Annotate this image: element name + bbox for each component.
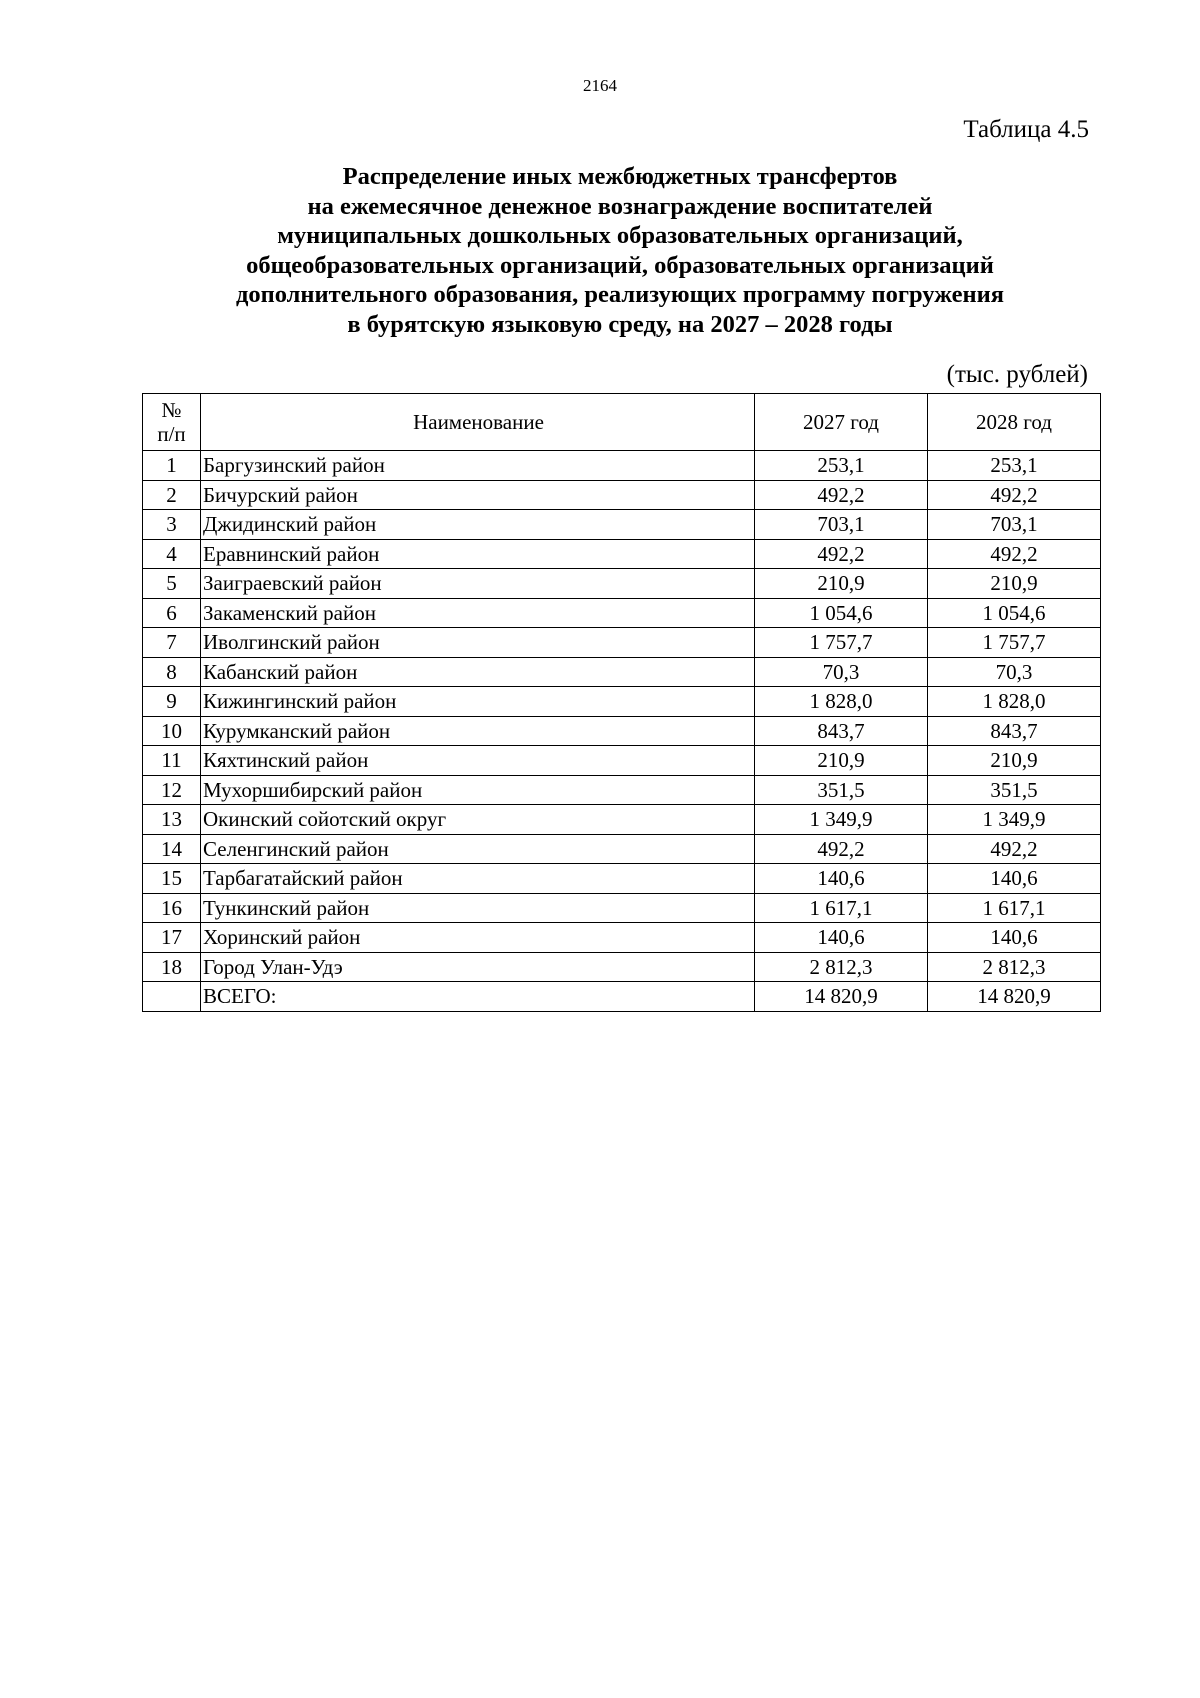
row-number: 13: [143, 805, 201, 835]
title-line: в бурятскую языковую среду, на 2027 – 2028 годы: [347, 310, 893, 338]
row-value-2027: 210,9: [755, 746, 928, 776]
table-header-row: [143, 394, 1101, 451]
row-number: 5: [143, 569, 201, 599]
table-row: [143, 864, 1101, 894]
row-value-2028: 253,1: [928, 451, 1101, 481]
header-2027: 2027 год: [755, 394, 928, 451]
row-name: ВСЕГО:: [201, 982, 755, 1012]
table-row: [143, 480, 1101, 510]
row-value-2027: 843,7: [755, 716, 928, 746]
row-value-2028: 210,9: [928, 569, 1101, 599]
row-value-2027: 140,6: [755, 923, 928, 953]
table-label: Таблица 4.5: [963, 116, 1089, 143]
table-row: [143, 510, 1101, 540]
row-number: 7: [143, 628, 201, 658]
row-name: Курумканский район: [201, 716, 755, 746]
title-line: муниципальных дошкольных образовательных организаций,: [277, 222, 963, 250]
row-name: Мухоршибирский район: [201, 775, 755, 805]
row-value-2028: 1 054,6: [928, 598, 1101, 628]
title-line: общеобразовательных организаций, образовательных организаций: [246, 251, 994, 279]
row-value-2027: 492,2: [755, 834, 928, 864]
table-row: [143, 893, 1101, 923]
row-value-2028: 1 757,7: [928, 628, 1101, 658]
row-value-2027: 492,2: [755, 539, 928, 569]
row-number: 18: [143, 952, 201, 982]
row-name: Хоринский район: [201, 923, 755, 953]
row-value-2028: 70,3: [928, 657, 1101, 687]
row-number: 9: [143, 687, 201, 717]
table-row: [143, 923, 1101, 953]
row-name: Баргузинский район: [201, 451, 755, 481]
row-value-2028: 210,9: [928, 746, 1101, 776]
row-value-2028: 492,2: [928, 539, 1101, 569]
row-value-2027: 2 812,3: [755, 952, 928, 982]
row-number: 10: [143, 716, 201, 746]
row-value-2027: 703,1: [755, 510, 928, 540]
header-number: [143, 394, 201, 451]
header-number-abbr: п/п: [157, 422, 186, 446]
row-value-2027: 14 820,9: [755, 982, 928, 1012]
table-row: [143, 775, 1101, 805]
page-number: 2164: [583, 76, 617, 95]
row-number: 3: [143, 510, 201, 540]
row-name: Кижингинский район: [201, 687, 755, 717]
row-name: Тарбагатайский район: [201, 864, 755, 894]
row-name: Закаменский район: [201, 598, 755, 628]
row-value-2027: 140,6: [755, 864, 928, 894]
row-name: Город Улан-Удэ: [201, 952, 755, 982]
header-2028: 2028 год: [928, 394, 1101, 451]
row-name: Тункинский район: [201, 893, 755, 923]
row-number: 2: [143, 480, 201, 510]
row-name: Иволгинский район: [201, 628, 755, 658]
row-value-2028: 1 349,9: [928, 805, 1101, 835]
header-number-sign: №: [161, 398, 182, 422]
row-value-2027: 1 617,1: [755, 893, 928, 923]
row-number: [143, 982, 201, 1012]
row-value-2027: 253,1: [755, 451, 928, 481]
row-value-2028: 492,2: [928, 480, 1101, 510]
row-number: 1: [143, 451, 201, 481]
row-value-2028: 14 820,9: [928, 982, 1101, 1012]
row-value-2027: 1 349,9: [755, 805, 928, 835]
row-number: 17: [143, 923, 201, 953]
table-row: [143, 539, 1101, 569]
table-row: [143, 628, 1101, 658]
row-name: Бичурский район: [201, 480, 755, 510]
row-name: Селенгинский район: [201, 834, 755, 864]
table-row: [143, 687, 1101, 717]
header-name: Наименование: [201, 394, 755, 451]
row-name: Кяхтинский район: [201, 746, 755, 776]
row-value-2028: 351,5: [928, 775, 1101, 805]
document-title: [142, 162, 1098, 340]
table-row: [143, 451, 1101, 481]
row-number: 6: [143, 598, 201, 628]
table-row: [143, 598, 1101, 628]
row-value-2028: 140,6: [928, 923, 1101, 953]
row-name: Еравнинский район: [201, 539, 755, 569]
title-line: на ежемесячное денежное вознаграждение воспитателей: [307, 192, 933, 220]
row-value-2027: 1 828,0: [755, 687, 928, 717]
table-body: [143, 451, 1101, 1012]
table-row: [143, 569, 1101, 599]
row-number: 11: [143, 746, 201, 776]
row-name: Кабанский район: [201, 657, 755, 687]
row-value-2027: 70,3: [755, 657, 928, 687]
row-value-2027: 1 054,6: [755, 598, 928, 628]
table-row: [143, 716, 1101, 746]
table-row: [143, 746, 1101, 776]
table-total-row: [143, 982, 1101, 1012]
row-number: 16: [143, 893, 201, 923]
row-value-2027: 1 757,7: [755, 628, 928, 658]
row-value-2027: 492,2: [755, 480, 928, 510]
row-name: Окинский сойотский округ: [201, 805, 755, 835]
title-line: дополнительного образования, реализующих программу погружения: [235, 281, 1005, 309]
table-row: [143, 834, 1101, 864]
row-number: 14: [143, 834, 201, 864]
row-value-2028: 2 812,3: [928, 952, 1101, 982]
table-row: [143, 805, 1101, 835]
row-number: 4: [143, 539, 201, 569]
row-name: Заиграевский район: [201, 569, 755, 599]
row-value-2028: 1 828,0: [928, 687, 1101, 717]
table-row: [143, 952, 1101, 982]
data-table: [142, 393, 1101, 1012]
row-value-2028: 140,6: [928, 864, 1101, 894]
units-label: (тыс. рублей): [946, 361, 1088, 388]
row-value-2028: 1 617,1: [928, 893, 1101, 923]
row-value-2027: 210,9: [755, 569, 928, 599]
title-line: Распределение иных межбюджетных трансфертов: [342, 163, 898, 190]
table-row: [143, 657, 1101, 687]
row-number: 8: [143, 657, 201, 687]
row-name: Джидинский район: [201, 510, 755, 540]
row-number: 15: [143, 864, 201, 894]
row-value-2027: 351,5: [755, 775, 928, 805]
row-number: 12: [143, 775, 201, 805]
row-value-2028: 703,1: [928, 510, 1101, 540]
row-value-2028: 492,2: [928, 834, 1101, 864]
row-value-2028: 843,7: [928, 716, 1101, 746]
